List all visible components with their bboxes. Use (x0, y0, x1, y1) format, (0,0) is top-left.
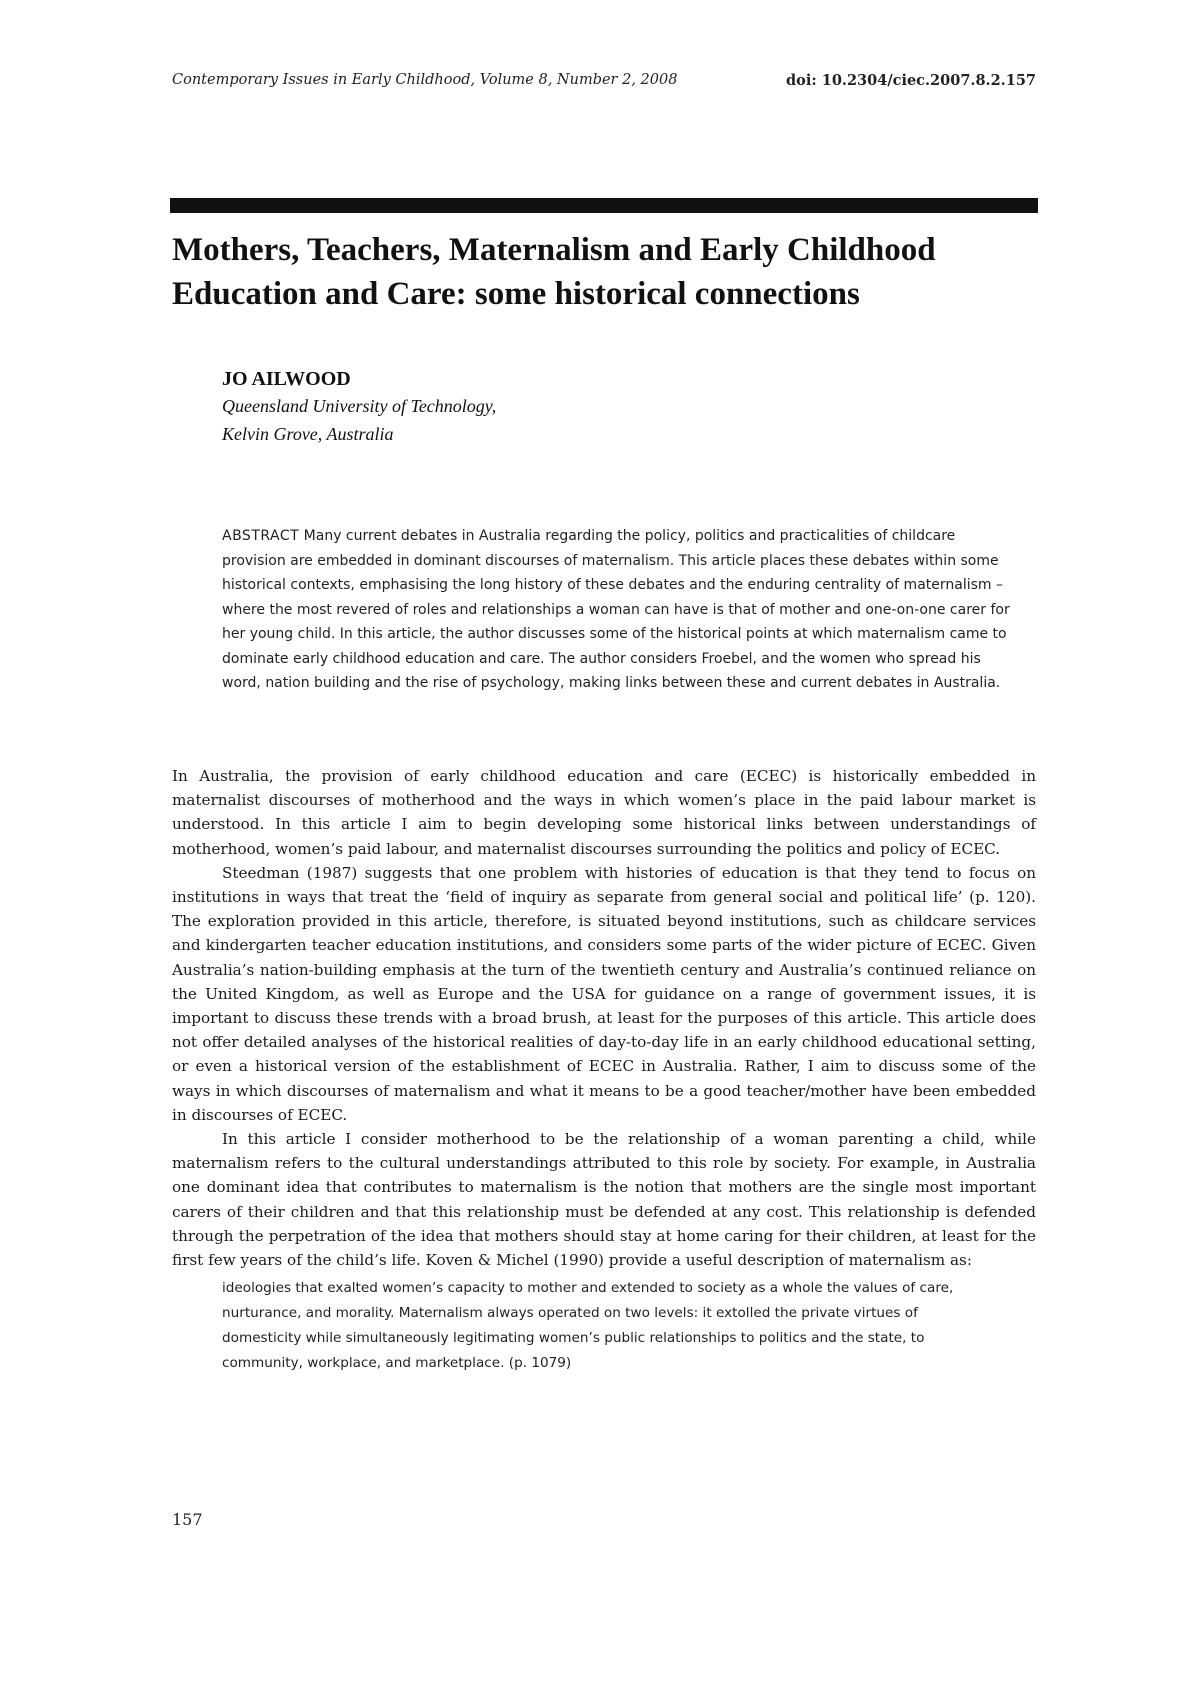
title-rule (170, 198, 1038, 213)
author-name: JO AILWOOD (222, 368, 351, 390)
article-body (172, 764, 1036, 1376)
body-paragraph-1: In Australia, the provision of early childhood education and care (ECEC) is historically embedded in maternalist discourses of motherhood and the ways in which women’s place in the paid labour market is understood. In this article I aim to begin developing some historical links between understandings of motherhood, women’s paid labour, and maternalist discourses surrounding the politics and policy of ECEC. (172, 767, 1036, 858)
body-paragraph-3: In this article I consider motherhood to be the relationship of a woman parenting a child, while maternalism refers to the cultural understandings attributed to this role by society. For example, in Australia one dominant idea that contributes to maternalism is the notion that mothers are the single most important carers of their children and that this relationship must be defended at any cost. This relationship is defended through the perpetration of the idea that mothers should stay at home caring for their children, at least for the first few years of the child’s life. Koven & Michel (1990) provide a useful description of maternalism as: (172, 1130, 1036, 1270)
abstract (222, 524, 1022, 696)
abstract-label: ABSTRACT (222, 528, 300, 544)
block-quote: ideologies that exalted women’s capacity to mother and extended to society as a whole the values of care, nurturance, and morality. Maternalism always operated on two levels: it extolled the private virtues of domesticity while simultaneously legitimating women’s public relationships to politics and the state, to community, workplace, and marketplace. (p. 1079) (222, 1280, 954, 1372)
body-paragraph-2: Steedman (1987) suggests that one problem with histories of education is that they tend to focus on institutions in ways that treat the ‘field of inquiry as separate from general social and political life’ (p. 120). The exploration provided in this article, therefore, is situated beyond institutions, such as childcare services and kindergarten teacher education institutions, and considers some parts of the wider picture of ECEC. Given Australia’s nation-building emphasis at the turn of the twentieth century and Australia’s continued reliance on the United Kingdom, as well as Europe and the USA for guidance on a range of government issues, it is important to discuss these trends with a broad brush, at least for the purposes of this article. This article does not offer detailed analyses of the historical realities of day-to-day life in an early childhood educational setting, or even a historical version of the establishment of ECEC in Australia. Rather, I aim to discuss some of the ways in which discourses of maternalism and what it means to be a good teacher/mother have been embedded in discourses of ECEC. (172, 863, 1036, 1124)
affiliation-line-1: Queensland University of Technology, (222, 396, 497, 416)
abstract-text: Many current debates in Australia regarding the policy, politics and practicalities of childcare provision are embedded in dominant discourses of maternalism. This article places these debates within some historical contexts, emphasising the long history of these debates and the enduring centrality of maternalism – where the most revered of roles and relationships a woman can have is that of mother and one-on-one carer for her young child. In this article, the author discusses some of the historical points at which maternalism came to dominate early childhood education and care. The author considers Froebel, and the women who spread his word, nation building and the rise of psychology, making links between these and current debates in Australia. (222, 528, 1010, 691)
author-block (222, 366, 822, 448)
article-title: Mothers, Teachers, Maternalism and Early Childhood Education and Care: some historical connections (172, 232, 936, 312)
affiliation-line-2: Kelvin Grove, Australia (222, 424, 394, 444)
page-number: 157 (172, 1510, 203, 1529)
doi-link[interactable]: doi: 10.2304/ciec.2007.8.2.157 (786, 72, 1036, 89)
journal-citation: Contemporary Issues in Early Childhood, Volume 8, Number 2, 2008 (172, 72, 678, 88)
